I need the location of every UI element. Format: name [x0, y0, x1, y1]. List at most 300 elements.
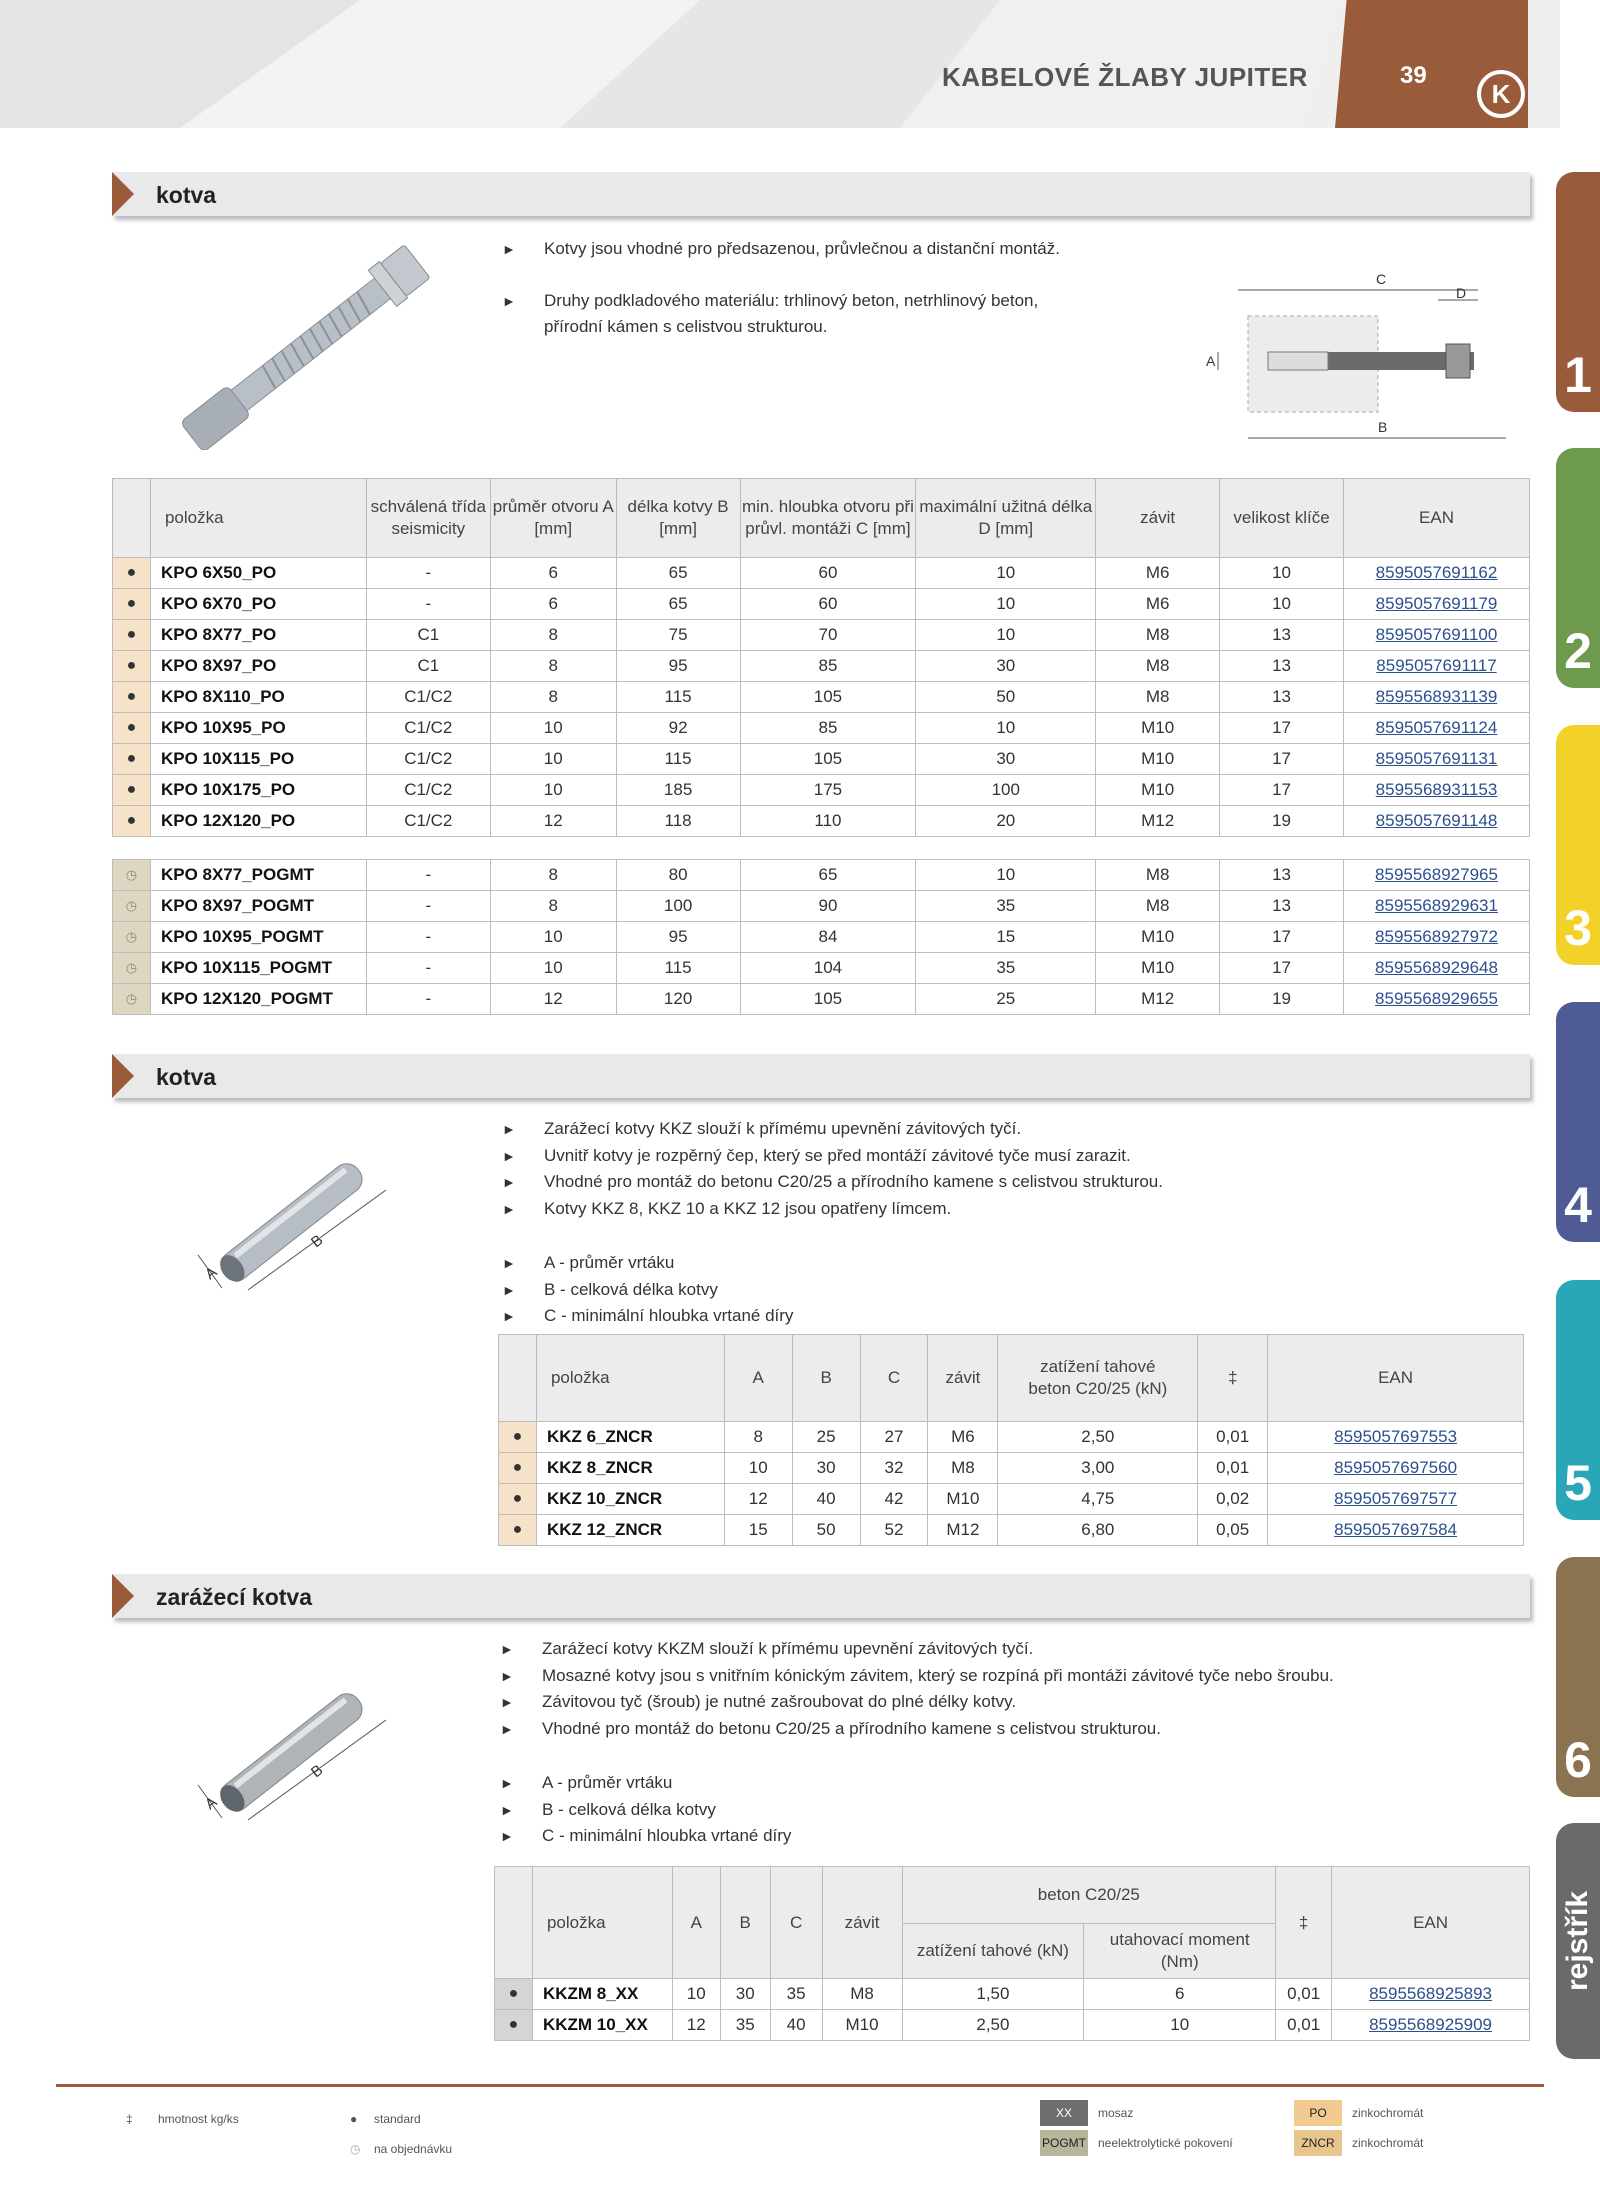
table-cell: 0,01: [1198, 1453, 1268, 1484]
table-cell: 10: [916, 860, 1096, 891]
table-cell: 10: [490, 922, 616, 953]
table-row: [113, 775, 1530, 806]
table-cell: M12: [928, 1515, 998, 1546]
sidebar-tab-label: 1: [1564, 347, 1592, 403]
table-cell: 30: [916, 744, 1096, 775]
section-arrow-icon: [112, 1574, 134, 1618]
table-cell: 10: [916, 620, 1096, 651]
sidebar-tab-label: 4: [1564, 1177, 1592, 1233]
table-cell: M10: [1096, 713, 1220, 744]
table-row: [113, 806, 1530, 837]
bullet-arrow-icon: ►: [502, 293, 516, 309]
table-cell: 105: [740, 744, 916, 775]
diagram-label-a: A: [1206, 353, 1216, 369]
table-cell: 95: [616, 922, 740, 953]
table-cell: 8: [490, 620, 616, 651]
table-cell: 84: [740, 922, 916, 953]
table-cell: 104: [740, 953, 916, 984]
col-header: maximální užitná délka D [mm]: [916, 479, 1096, 558]
table-cell: M8: [1096, 682, 1220, 713]
standard-icon: ●: [113, 651, 151, 682]
standard-icon: ●: [113, 682, 151, 713]
table-cell: 13: [1220, 891, 1344, 922]
ean-link[interactable]: 8595568931139: [1344, 682, 1530, 713]
table-cell: 100: [616, 891, 740, 922]
table-cell: 120: [616, 984, 740, 1015]
product-code: KPO 8X97_PO: [150, 651, 366, 682]
col-header: závit: [822, 1867, 902, 1979]
table-cell: 6: [1084, 1979, 1276, 2010]
table-cell: M8: [1096, 860, 1220, 891]
table-cell: M10: [822, 2010, 902, 2041]
table-cell: 30: [720, 1979, 770, 2010]
table-cell: 10: [490, 744, 616, 775]
table-cell: -: [366, 589, 490, 620]
col-header: závit: [1096, 479, 1220, 558]
ean-link[interactable]: 8595057697553: [1268, 1422, 1524, 1453]
ean-link[interactable]: 8595057691117: [1344, 651, 1530, 682]
col-header: B: [720, 1867, 770, 1979]
table-cell: M10: [1096, 775, 1220, 806]
table-cell: 17: [1220, 775, 1344, 806]
table-cell: 4,75: [998, 1484, 1198, 1515]
diagram-label-a: A: [201, 1263, 221, 1284]
table-cell: 185: [616, 775, 740, 806]
sidebar-tab-label: 5: [1564, 1455, 1592, 1511]
ean-link[interactable]: 8595057691162: [1344, 558, 1530, 589]
finish-label: zinkochromát: [1352, 2136, 1424, 2150]
table-cell: 20: [916, 806, 1096, 837]
table-cell: 13: [1220, 620, 1344, 651]
legend-weight-icon: ‡: [126, 2112, 133, 2126]
finish-code-badge: XX: [1040, 2100, 1088, 2126]
table-cell: 19: [1220, 984, 1344, 1015]
table-cell: 42: [860, 1484, 928, 1515]
on-order-icon: ◷: [113, 891, 151, 922]
table-cell: 105: [740, 984, 916, 1015]
bullet-arrow-icon: ►: [502, 1174, 516, 1190]
product-code: KKZ 12_ZNCR: [536, 1515, 724, 1546]
table-cell: M6: [1096, 589, 1220, 620]
table-row: [495, 2010, 1530, 2041]
standard-icon: ●: [113, 620, 151, 651]
col-status: [495, 1867, 533, 1979]
table-cell: 40: [770, 2010, 822, 2041]
bullet-arrow-icon: ►: [500, 1801, 514, 1818]
table-cell: 65: [616, 558, 740, 589]
product-code: KPO 12X120_PO: [150, 806, 366, 837]
table-row: [113, 891, 1530, 922]
on-order-icon: ◷: [113, 922, 151, 953]
table-row: [499, 1422, 1524, 1453]
table-cell: 19: [1220, 806, 1344, 837]
product-code: KPO 10X115_POGMT: [150, 953, 366, 984]
ean-link[interactable]: 8595568929655: [1344, 984, 1530, 1015]
table-cell: 92: [616, 713, 740, 744]
col-header: ‡: [1198, 1335, 1268, 1422]
ean-link[interactable]: 8595057697560: [1268, 1453, 1524, 1484]
legend-weight-label: hmotnost kg/ks: [158, 2112, 239, 2126]
table-cell: 35: [916, 953, 1096, 984]
table-cell: C1/C2: [366, 682, 490, 713]
table-cell: 60: [740, 589, 916, 620]
table-cell: 1,50: [902, 1979, 1084, 2010]
sidebar-tab-chapter[interactable]: [1556, 172, 1600, 412]
table-cell: 12: [490, 984, 616, 1015]
bullet-arrow-icon: ►: [502, 1147, 516, 1164]
section-title: kotva: [156, 1064, 217, 1090]
table-cell: 17: [1220, 713, 1344, 744]
table-cell: 17: [1220, 953, 1344, 984]
section-header: [112, 1054, 1530, 1098]
table-row: [113, 651, 1530, 682]
table-cell: C1: [366, 620, 490, 651]
table-cell: 17: [1220, 922, 1344, 953]
col-header: C: [860, 1335, 928, 1422]
finish-label: mosaz: [1098, 2106, 1134, 2120]
footer-divider: [56, 2084, 1544, 2087]
table-row: [499, 1453, 1524, 1484]
table-row: [113, 984, 1530, 1015]
table-row: [113, 713, 1530, 744]
table-cell: 0,01: [1276, 1979, 1332, 2010]
col-status: [113, 479, 151, 558]
table-cell: 175: [740, 775, 916, 806]
col-header: délka kotvy B [mm]: [616, 479, 740, 558]
table-cell: 13: [1220, 860, 1344, 891]
table-cell: 115: [616, 744, 740, 775]
bullet-arrow-icon: ►: [500, 1667, 514, 1684]
standard-icon: ●: [495, 2010, 533, 2041]
standard-icon: ●: [499, 1484, 537, 1515]
table-cell: 10: [916, 589, 1096, 620]
product-code: KKZ 6_ZNCR: [536, 1422, 724, 1453]
table-cell: M10: [928, 1484, 998, 1515]
table-cell: 27: [860, 1422, 928, 1453]
table-cell: M10: [1096, 953, 1220, 984]
col-header: zatížení tahové (kN): [902, 1924, 1084, 1979]
product-code: KKZM 10_XX: [532, 2010, 672, 2041]
product-code: KKZM 8_XX: [532, 1979, 672, 2010]
table-cell: 15: [724, 1515, 792, 1546]
col-header: průměr otvoru A [mm]: [490, 479, 616, 558]
table-cell: 65: [616, 589, 740, 620]
page-number: 39: [1400, 62, 1427, 89]
bullet-arrow-icon: ►: [500, 1828, 514, 1844]
bullet-arrow-icon: ►: [502, 1121, 516, 1137]
table-row: [113, 620, 1530, 651]
table-cell: 60: [740, 558, 916, 589]
table-cell: M8: [1096, 651, 1220, 682]
ean-link[interactable]: 8595568925909: [1332, 2010, 1530, 2041]
table-cell: 85: [740, 651, 916, 682]
section-header: [112, 1574, 1530, 1618]
table-cell: M8: [928, 1453, 998, 1484]
col-header: EAN: [1332, 1867, 1530, 1979]
table-cell: 35: [916, 891, 1096, 922]
table-cell: -: [366, 953, 490, 984]
table-cell: 115: [616, 682, 740, 713]
table-row: [499, 1515, 1524, 1546]
ean-link[interactable]: 8595057691148: [1344, 806, 1530, 837]
table-cell: 8: [490, 891, 616, 922]
col-group-header: beton C20/25: [902, 1867, 1276, 1924]
diagram-label-a: A: [201, 1793, 221, 1814]
col-header: EAN: [1268, 1335, 1524, 1422]
table-cell: 8: [724, 1422, 792, 1453]
table-cell: 6: [490, 558, 616, 589]
ean-link[interactable]: 8595057691124: [1344, 713, 1530, 744]
ean-link[interactable]: 8595568929631: [1344, 891, 1530, 922]
standard-icon: ●: [113, 744, 151, 775]
table-row: [113, 744, 1530, 775]
table-cell: 30: [916, 651, 1096, 682]
standard-icon: ●: [499, 1515, 537, 1546]
table-cell: M12: [1096, 984, 1220, 1015]
table-spacer: [113, 837, 1530, 860]
table-cell: C1/C2: [366, 744, 490, 775]
table-row: [113, 589, 1530, 620]
product-table: [112, 478, 1530, 1015]
diagram-label-b: B: [307, 1231, 327, 1252]
table-cell: 13: [1220, 651, 1344, 682]
table-cell: 70: [740, 620, 916, 651]
table-cell: 17: [1220, 744, 1344, 775]
bullet-arrow-icon: ►: [502, 1200, 516, 1217]
col-header: utahovací moment (Nm): [1084, 1924, 1276, 1979]
table-cell: 12: [672, 2010, 720, 2041]
table-cell: C1: [366, 651, 490, 682]
standard-icon: ●: [113, 589, 151, 620]
ean-link[interactable]: 8595568927972: [1344, 922, 1530, 953]
finish-code-badge: PO: [1294, 2100, 1342, 2126]
table-cell: -: [366, 922, 490, 953]
col-header: položka: [536, 1335, 724, 1422]
ean-link[interactable]: 8595057691100: [1344, 620, 1530, 651]
col-header: položka: [150, 479, 366, 558]
table-cell: 10: [724, 1453, 792, 1484]
col-header: velikost klíče: [1220, 479, 1344, 558]
legend-order-icon: ◷: [350, 2142, 361, 2156]
table-cell: 90: [740, 891, 916, 922]
table-cell: 32: [860, 1453, 928, 1484]
table-cell: -: [366, 860, 490, 891]
col-header: položka: [532, 1867, 672, 1979]
col-header: A: [724, 1335, 792, 1422]
product-code: KPO 8X77_POGMT: [150, 860, 366, 891]
table-cell: 30: [792, 1453, 860, 1484]
table-cell: 115: [616, 953, 740, 984]
table-row: [113, 860, 1530, 891]
section-header: [112, 172, 1530, 216]
diagram-label-b: B: [1378, 419, 1388, 435]
section-arrow-icon: [112, 172, 134, 216]
diagram-label-d: D: [1456, 285, 1467, 301]
table-cell: 25: [792, 1422, 860, 1453]
table-cell: 10: [916, 558, 1096, 589]
legend-standard-label: standard: [374, 2112, 421, 2126]
table-cell: 10: [1084, 2010, 1276, 2041]
product-code: KPO 10X115_PO: [150, 744, 366, 775]
standard-icon: ●: [113, 713, 151, 744]
table-cell: 2,50: [998, 1422, 1198, 1453]
col-header: ‡: [1276, 1867, 1332, 1979]
standard-icon: ●: [113, 558, 151, 589]
finish-label: zinkochromát: [1352, 2106, 1424, 2120]
header-title: KABELOVÉ ŽLABY JUPITER: [942, 62, 1308, 92]
table-cell: 10: [1220, 589, 1344, 620]
table-cell: 6: [490, 589, 616, 620]
col-header: schválená třída seismicity: [366, 479, 490, 558]
standard-icon: ●: [499, 1422, 537, 1453]
table-cell: M6: [928, 1422, 998, 1453]
table-cell: 2,50: [902, 2010, 1084, 2041]
table-cell: 0,01: [1276, 2010, 1332, 2041]
table-row: [113, 682, 1530, 713]
bullet-arrow-icon: ►: [502, 1281, 516, 1298]
table-cell: M6: [1096, 558, 1220, 589]
table-cell: 118: [616, 806, 740, 837]
table-cell: M10: [1096, 744, 1220, 775]
table-cell: 12: [724, 1484, 792, 1515]
anchor-dimension-diagram: [1198, 268, 1528, 448]
table-cell: C1/C2: [366, 775, 490, 806]
diagram-label-b: B: [307, 1761, 327, 1782]
product-code: KPO 8X110_PO: [150, 682, 366, 713]
table-cell: M8: [1096, 891, 1220, 922]
table-cell: 85: [740, 713, 916, 744]
product-code: KPO 6X50_PO: [150, 558, 366, 589]
sidebar-tab-label: 2: [1564, 623, 1592, 679]
brass-anchor-image: [186, 1660, 406, 1850]
table-cell: 0,02: [1198, 1484, 1268, 1515]
product-code: KPO 12X120_POGMT: [150, 984, 366, 1015]
col-header: zatížení tahové beton C20/25 (kN): [998, 1335, 1198, 1422]
table-cell: 50: [792, 1515, 860, 1546]
table-cell: M10: [1096, 922, 1220, 953]
col-header: závit: [928, 1335, 998, 1422]
header-pattern: [0, 0, 1560, 128]
table-cell: C1/C2: [366, 713, 490, 744]
product-table: [494, 1866, 1530, 2041]
on-order-icon: ◷: [113, 860, 151, 891]
ean-link[interactable]: 8595057697577: [1268, 1484, 1524, 1515]
product-code: KKZ 8_ZNCR: [536, 1453, 724, 1484]
sidebar-tab-label: 6: [1564, 1732, 1592, 1788]
table-row: [499, 1484, 1524, 1515]
table-cell: 80: [616, 860, 740, 891]
sidebar-tab-chapter[interactable]: [1556, 448, 1600, 688]
table-cell: 110: [740, 806, 916, 837]
table-cell: M12: [1096, 806, 1220, 837]
table-cell: 0,01: [1198, 1422, 1268, 1453]
table-row: [113, 558, 1530, 589]
table-cell: M8: [1096, 620, 1220, 651]
product-code: KPO 8X77_PO: [150, 620, 366, 651]
table-cell: 0,05: [1198, 1515, 1268, 1546]
table-cell: 10: [672, 1979, 720, 2010]
finish-code-badge: POGMT: [1040, 2130, 1088, 2156]
ean-link[interactable]: 8595568931153: [1344, 775, 1530, 806]
ean-link[interactable]: 8595568925893: [1332, 1979, 1530, 2010]
col-header: min. hloubka otvoru při průvl. montáži C [mm]: [740, 479, 916, 558]
sidebar-tab-chapter[interactable]: [1556, 1002, 1600, 1242]
product-table: [498, 1334, 1524, 1546]
table-cell: 10: [916, 713, 1096, 744]
section-arrow-icon: [112, 1054, 134, 1098]
table-cell: 100: [916, 775, 1096, 806]
ean-link[interactable]: 8595057697584: [1268, 1515, 1524, 1546]
diagram-label-c: C: [1376, 271, 1387, 287]
table-cell: -: [366, 891, 490, 922]
standard-icon: ●: [113, 806, 151, 837]
ean-link[interactable]: 8595568927965: [1344, 860, 1530, 891]
table-cell: 50: [916, 682, 1096, 713]
table-cell: 10: [490, 713, 616, 744]
table-cell: M8: [822, 1979, 902, 2010]
product-code: KPO 6X70_PO: [150, 589, 366, 620]
sidebar-tab-chapter[interactable]: [1556, 1280, 1600, 1520]
col-header: C: [770, 1867, 822, 1979]
bullet-arrow-icon: ►: [502, 241, 516, 257]
col-header: EAN: [1344, 479, 1530, 558]
table-cell: 25: [916, 984, 1096, 1015]
table-cell: 8: [490, 860, 616, 891]
legend-order-label: na objednávku: [374, 2142, 453, 2156]
table-cell: -: [366, 558, 490, 589]
ean-link[interactable]: 8595568929648: [1344, 953, 1530, 984]
sidebar-tab-index[interactable]: [1556, 1823, 1600, 2059]
finish-code-badge: ZNCR: [1294, 2130, 1342, 2156]
table-row: [495, 1979, 1530, 2010]
finish-label: neelektrolytické pokovení: [1098, 2136, 1233, 2150]
table-cell: 13: [1220, 682, 1344, 713]
product-code: KPO 10X175_PO: [150, 775, 366, 806]
anchor-bolt-image: [140, 240, 480, 450]
ean-link[interactable]: 8595057691179: [1344, 589, 1530, 620]
drop-in-anchor-image: [186, 1130, 406, 1320]
section-title: zarážecí kotva: [156, 1584, 312, 1610]
sidebar-tab-label: 3: [1564, 900, 1592, 956]
table-row: [113, 953, 1530, 984]
product-code: KPO 8X97_POGMT: [150, 891, 366, 922]
col-header: A: [672, 1867, 720, 1979]
table-cell: 15: [916, 922, 1096, 953]
table-cell: 8: [490, 651, 616, 682]
sidebar-tab-chapter[interactable]: [1556, 725, 1600, 965]
table-row: [113, 922, 1530, 953]
legend-standard-icon: ●: [350, 2112, 358, 2126]
on-order-icon: ◷: [113, 984, 151, 1015]
table-cell: 6,80: [998, 1515, 1198, 1546]
bullet-arrow-icon: ►: [500, 1641, 514, 1657]
table-cell: 10: [490, 953, 616, 984]
product-code: KKZ 10_ZNCR: [536, 1484, 724, 1515]
table-cell: 3,00: [998, 1453, 1198, 1484]
table-cell: 65: [740, 860, 916, 891]
sidebar-tab-chapter[interactable]: [1556, 1557, 1600, 1797]
table-cell: 10: [1220, 558, 1344, 589]
bullet-arrow-icon: ►: [502, 1255, 516, 1271]
ean-link[interactable]: 8595057691131: [1344, 744, 1530, 775]
table-cell: 40: [792, 1484, 860, 1515]
table-cell: C1/C2: [366, 806, 490, 837]
product-code: KPO 10X95_POGMT: [150, 922, 366, 953]
bullet-arrow-icon: ►: [500, 1694, 514, 1710]
col-header: B: [792, 1335, 860, 1422]
table-cell: 95: [616, 651, 740, 682]
product-code: KPO 10X95_PO: [150, 713, 366, 744]
